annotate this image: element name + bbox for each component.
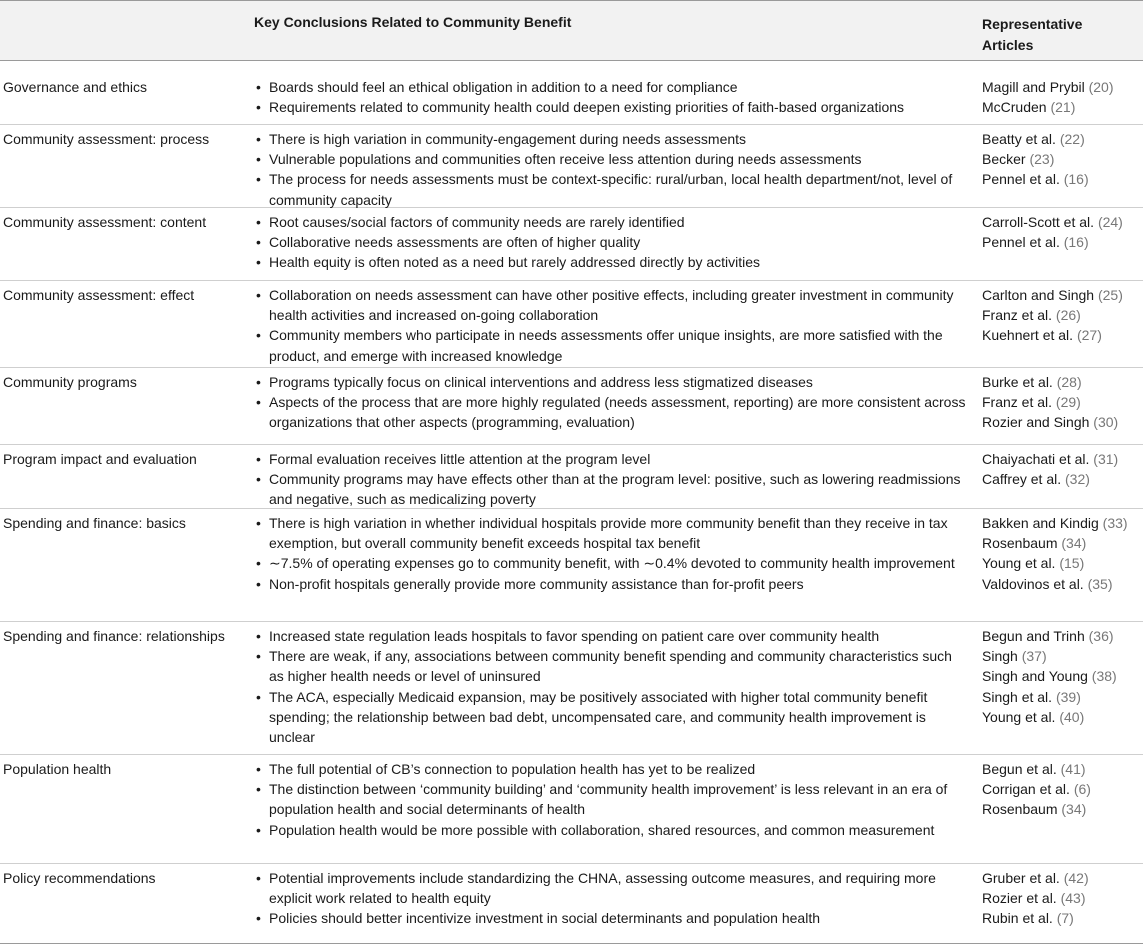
article-name: Rosenbaum: [982, 801, 1058, 818]
reference-link[interactable]: (21): [1050, 99, 1076, 116]
article-item: [982, 232, 1143, 252]
article-name: Rosenbaum: [982, 535, 1058, 552]
article-name: Beatty et al.: [982, 131, 1056, 147]
article-name: Becker: [982, 151, 1026, 168]
article-item: [982, 553, 1143, 573]
article-item: [982, 868, 1143, 888]
conclusion-item: • There is high variation in whether individual hospitals provide more community benefit than they receive in tax exemption, but overall community benefit exceeds hospital tax benefit: [254, 513, 966, 553]
reference-link[interactable]: (34): [1061, 535, 1087, 552]
conclusion-list: [254, 77, 966, 117]
article-item: [982, 305, 1143, 325]
article-name: Rubin et al.: [982, 910, 1053, 927]
row-topic: Governance and ethics: [3, 79, 147, 95]
conclusion-item: • Vulnerable populations and communities often receive less attention during needs assessments: [254, 149, 966, 169]
table-row: [0, 863, 1143, 944]
header-representative-articles: Representative Articles: [982, 16, 1083, 53]
table-row: [0, 508, 1143, 622]
reference-link[interactable]: (33): [1102, 515, 1128, 531]
reference-link[interactable]: (24): [1097, 214, 1123, 230]
reference-link[interactable]: (7): [1056, 910, 1074, 927]
reference-link[interactable]: (16): [1063, 171, 1089, 188]
conclusion-item: • Aspects of the process that are more highly regulated (needs assessment, reporting) are more consistent across organizations that other aspects (programming, evaluation): [254, 392, 966, 432]
header-key-conclusions: Key Conclusions Related to Community Benefit: [254, 14, 572, 30]
article-item: [982, 799, 1143, 819]
conclusion-item: • Increased state regulation leads hospitals to favor spending on patient care over community health: [254, 626, 966, 646]
table-header: [0, 0, 1143, 61]
conclusion-item: • Potential improvements include standardizing the CHNA, assessing outcome measures, and requiring more explicit work related to health equity: [254, 868, 966, 908]
conclusion-item: • Requirements related to community health could deepen existing priorities of faith-based organizations: [254, 97, 966, 117]
article-name: Rozier et al.: [982, 890, 1057, 907]
conclusion-item: • The distinction between ‘community building’ and ‘community health improvement’ is less relevant in an era of population health and social determinants of health: [254, 779, 966, 819]
article-name: Rozier and Singh: [982, 414, 1090, 431]
conclusion-item: • The full potential of CB’s connection to population health has yet to be realized: [254, 759, 966, 779]
reference-link[interactable]: (34): [1061, 801, 1087, 818]
reference-link[interactable]: (42): [1063, 870, 1089, 886]
reference-link[interactable]: (30): [1093, 414, 1119, 431]
reference-link[interactable]: (20): [1088, 79, 1114, 95]
conclusion-item: • Collaborative needs assessments are often of higher quality: [254, 232, 966, 252]
reference-link[interactable]: (15): [1059, 555, 1085, 572]
article-item: [982, 97, 1143, 117]
conclusion-list: [254, 129, 966, 210]
article-list: [982, 513, 1143, 594]
conclusion-item: • Programs typically focus on clinical interventions and address less stigmatized diseases: [254, 372, 966, 392]
article-list: [982, 77, 1143, 117]
reference-link[interactable]: (41): [1060, 761, 1086, 777]
row-topic: Spending and finance: relationships: [3, 628, 225, 644]
article-name: Chaiyachati et al.: [982, 451, 1090, 467]
table-row: [0, 72, 1143, 125]
reference-link[interactable]: (28): [1056, 374, 1082, 390]
article-list: [982, 285, 1143, 346]
article-name: Begun and Trinh: [982, 628, 1085, 644]
conclusion-item: • There is high variation in community-engagement during needs assessments: [254, 129, 966, 149]
article-list: [982, 372, 1143, 433]
article-item: [982, 707, 1143, 727]
conclusion-item: • ∼7.5% of operating expenses go to community benefit, with ∼0.4% devoted to community health improvement: [254, 553, 966, 573]
reference-link[interactable]: (40): [1059, 708, 1085, 725]
reference-link[interactable]: (23): [1029, 151, 1055, 168]
article-name: Carlton and Singh: [982, 287, 1095, 303]
reference-link[interactable]: (29): [1055, 394, 1081, 411]
conclusion-list: [254, 212, 966, 273]
reference-link[interactable]: (6): [1073, 781, 1091, 798]
row-topic: Community programs: [3, 374, 137, 390]
reference-link[interactable]: (35): [1087, 575, 1113, 592]
conclusion-item: • Formal evaluation receives little attention at the program level: [254, 449, 966, 469]
table-row: [0, 367, 1143, 445]
reference-link[interactable]: (26): [1055, 307, 1081, 324]
conclusion-item: • There are weak, if any, associations between community benefit spending and community characteristics such as higher health needs or level of uninsured: [254, 646, 966, 686]
conclusion-item: • Population health would be more possible with collaboration, shared resources, and common measurement: [254, 820, 966, 840]
article-name: Young et al.: [982, 555, 1056, 572]
article-name: Franz et al.: [982, 307, 1053, 324]
article-item: [982, 372, 1143, 392]
article-name: Gruber et al.: [982, 870, 1060, 886]
reference-link[interactable]: (39): [1055, 688, 1081, 705]
article-name: Young et al.: [982, 708, 1056, 725]
article-item: [982, 626, 1143, 646]
article-name: Singh and Young: [982, 668, 1088, 685]
article-name: Singh: [982, 648, 1018, 665]
article-name: Franz et al.: [982, 394, 1053, 411]
article-name: Bakken and Kindig: [982, 515, 1099, 531]
conclusion-list: [254, 285, 966, 366]
reference-link[interactable]: (31): [1093, 451, 1119, 467]
article-item: [982, 646, 1143, 666]
conclusion-list: [254, 759, 966, 840]
article-list: [982, 626, 1143, 727]
table-row: [0, 207, 1143, 281]
row-topic: Program impact and evaluation: [3, 451, 197, 467]
row-topic: Spending and finance: basics: [3, 515, 186, 531]
reference-link[interactable]: (36): [1088, 628, 1114, 644]
conclusion-item: • Health equity is often noted as a need but rarely addressed directly by activities: [254, 252, 966, 272]
article-item: [982, 149, 1143, 169]
article-name: Carroll-Scott et al.: [982, 214, 1095, 230]
article-name: Pennel et al.: [982, 171, 1060, 188]
article-item: [982, 129, 1143, 149]
row-topic: Community assessment: process: [3, 131, 210, 147]
conclusion-item: • Root causes/social factors of community needs are rarely identified: [254, 212, 966, 232]
reference-link[interactable]: (22): [1059, 131, 1085, 147]
article-list: [982, 212, 1143, 252]
conclusion-item: • Non-profit hospitals generally provide more community assistance than for-profit peers: [254, 574, 966, 594]
conclusion-list: [254, 868, 966, 929]
article-name: Kuehnert et al.: [982, 327, 1074, 344]
article-list: [982, 759, 1143, 820]
conclusion-item: • Boards should feel an ethical obligation in addition to a need for compliance: [254, 77, 966, 97]
conclusion-item: • Community members who participate in needs assessments offer unique insights, are more satisfied with the product, and emerge with increased knowledge: [254, 325, 966, 365]
reference-link[interactable]: (25): [1097, 287, 1123, 303]
reference-link[interactable]: (37): [1021, 648, 1047, 665]
article-list: [982, 449, 1143, 489]
reference-link[interactable]: (38): [1091, 668, 1117, 685]
row-topic: Population health: [3, 761, 112, 777]
table-row: [0, 444, 1143, 509]
article-name: Corrigan et al.: [982, 781, 1070, 798]
article-item: [982, 888, 1143, 908]
conclusion-list: [254, 372, 966, 433]
article-name: Singh et al.: [982, 688, 1053, 705]
article-item: [982, 169, 1143, 189]
article-item: [982, 687, 1143, 707]
article-item: [982, 285, 1143, 305]
row-topic: Community assessment: effect: [3, 287, 195, 303]
article-item: [982, 779, 1143, 799]
conclusion-item: • Collaboration on needs assessment can have other positive effects, including greater investment in community health activities and increased on-going collaboration: [254, 285, 966, 325]
row-topic: Policy recommendations: [3, 870, 156, 886]
article-item: [982, 412, 1143, 432]
reference-link[interactable]: (32): [1065, 471, 1090, 488]
table-row: [0, 621, 1143, 755]
article-list: [982, 129, 1143, 190]
conclusion-list: [254, 513, 966, 594]
conclusion-list: [254, 449, 966, 510]
article-item: [982, 325, 1143, 345]
article-item: [982, 513, 1143, 533]
article-item: [982, 392, 1143, 412]
conclusion-list: [254, 626, 966, 747]
article-item: [982, 449, 1143, 469]
article-item: [982, 533, 1143, 553]
reference-link[interactable]: (27): [1076, 327, 1102, 344]
article-name: McCruden: [982, 99, 1047, 116]
conclusion-item: • The process for needs assessments must be context-specific: rural/urban, local health department/not, level of community capacity: [254, 169, 966, 209]
article-item: [982, 574, 1143, 594]
conclusion-item: • Policies should better incentivize investment in social determinants and population health: [254, 908, 966, 928]
reference-link[interactable]: (16): [1063, 234, 1089, 251]
article-item: [982, 908, 1143, 928]
article-name: Burke et al.: [982, 374, 1053, 390]
article-name: Magill and Prybil: [982, 79, 1085, 95]
article-list: [982, 868, 1143, 929]
table-row: [0, 124, 1143, 208]
table-row: [0, 754, 1143, 864]
article-item: [982, 469, 1143, 489]
conclusion-item: • The ACA, especially Medicaid expansion, may be positively associated with higher total community benefit spending; the relationship between bad debt, uncompensated care, and community health improvement is unclear: [254, 687, 966, 748]
table-row: [0, 280, 1143, 368]
reference-link[interactable]: (43): [1060, 890, 1086, 907]
article-name: Valdovinos et al.: [982, 575, 1084, 592]
article-item: [982, 759, 1143, 779]
article-item: [982, 666, 1143, 686]
article-name: Caffrey et al.: [982, 471, 1062, 488]
article-item: [982, 77, 1143, 97]
article-item: [982, 212, 1143, 232]
article-name: Pennel et al.: [982, 234, 1060, 251]
article-name: Begun et al.: [982, 761, 1057, 777]
conclusion-item: • Community programs may have effects other than at the program level: positive, such as lowering readmissions and negative, such as medicalizing poverty: [254, 469, 966, 509]
row-topic: Community assessment: content: [3, 214, 207, 230]
